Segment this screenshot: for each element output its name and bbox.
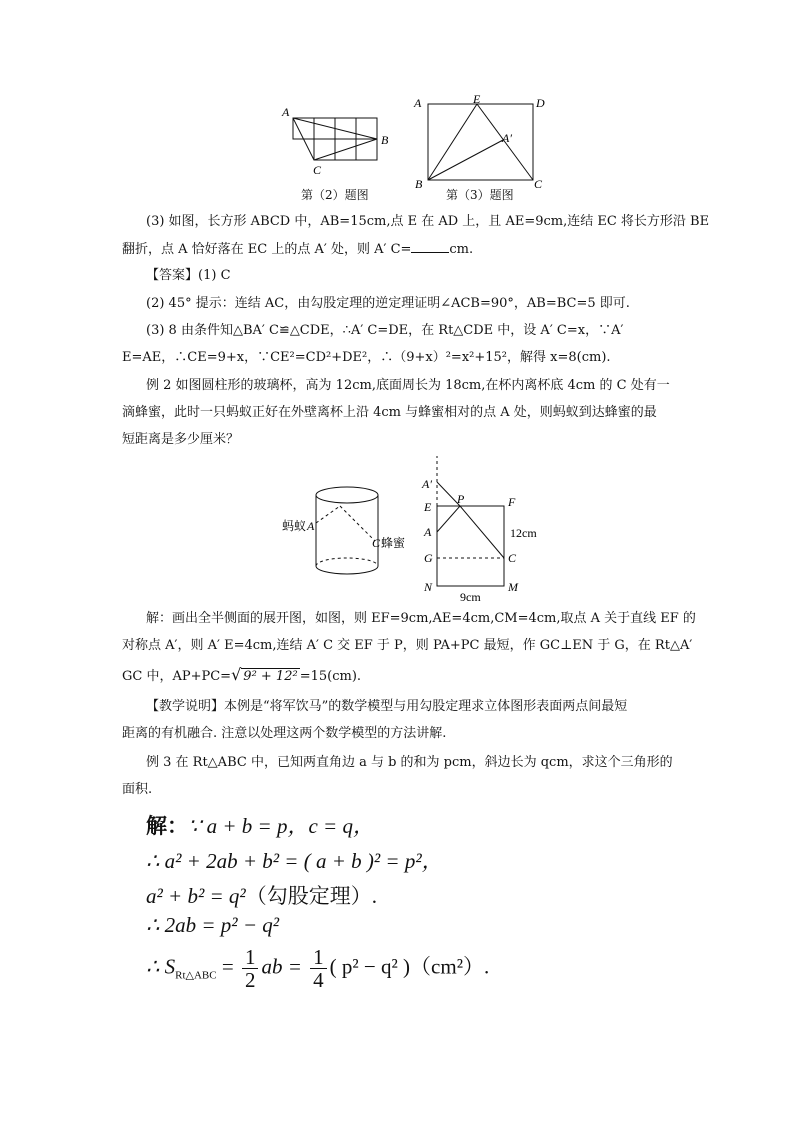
unfold-label-a: A	[424, 525, 432, 539]
cylinder-honey-label: 蜂蜜	[381, 536, 406, 550]
unfold-width: 9cm	[460, 590, 481, 604]
cylinder-label-c: C	[372, 536, 381, 550]
answer-3-line-1: (3) 8 由条件知△BA′ C≌△CDE，∴A′ C=DE，在 Rt△CDE 中，设 A′ C=x，∵A′	[146, 323, 624, 338]
figure-q3-caption: 第（3）题图	[446, 188, 514, 202]
example-2-line-3: 短距离是多少厘米？	[122, 432, 240, 447]
teaching-line-1	[146, 698, 627, 716]
solution-line-3-text: GC 中，AP+PC=	[122, 669, 232, 684]
example-2-line-1: 例 2 如图圆柱形的玻璃杯，高为 12cm,底面周长为 18cm,在杯内离杯底 4cm 的 C 处有一	[146, 378, 670, 393]
teaching-text-1: 本例是“将军饮马”的数学模型与用勾股定理求立体图形表面两点间最短	[224, 699, 628, 714]
math-line-4: ∴ 2ab = p² − q²	[146, 913, 280, 937]
unfold-label-n: N	[424, 580, 433, 594]
fraction-one-quarter	[310, 946, 327, 991]
unfold-height: 12cm	[510, 526, 537, 540]
figure-q2-caption: 第（2）题图	[301, 188, 369, 202]
cylinder-label-a: A	[307, 519, 315, 533]
sqrt-radicand: 9² + 12²	[243, 669, 298, 684]
q3-label-aprime: A′	[502, 131, 512, 145]
answer-2: (2) 45° 提示：连结 AC，由勾股定理的逆定理证明∠ACB=90°，AB=BC=5 即可.	[146, 296, 630, 311]
solution-line-1: 解：画出全半侧面的展开图，如图，则 EF=9cm,AE=4cm,CM=4cm,取点 A 关于直线 EF 的	[146, 611, 696, 626]
unfold-label-m: M	[508, 580, 518, 594]
math-solution-head: 解：	[146, 814, 188, 838]
teaching-line-2: 距离的有机融合. 注意以处理这两个数学模型的方法讲解.	[122, 726, 447, 741]
q2-label-b: B	[381, 133, 389, 147]
q3-line-2-unit: cm.	[449, 242, 474, 257]
teaching-heading: 【教学说明】	[146, 699, 225, 714]
cylinder-ant-label: 蚂蚁	[282, 519, 307, 533]
q3-line-2	[122, 240, 473, 259]
q3-label-d: D	[536, 96, 545, 110]
math-line-3-eq: a² + b² = q²	[146, 884, 246, 908]
unfold-label-e: E	[424, 500, 432, 514]
figure-unfold	[420, 454, 555, 604]
answer-3-line-2: E=AE，∴CE=9+x，∵CE²=CD²+DE²，∴（9+x）²=x²+15²，解得 x=8(cm).	[122, 350, 611, 365]
q3-line-2-text: 翻折，点 A 恰好落在 EC 上的点 A′ 处，则 A′ C=	[122, 242, 412, 257]
math-line-5-eq: =	[216, 954, 239, 979]
q3-label-e: E	[473, 94, 481, 106]
math-line-5-mid: ab =	[261, 954, 308, 979]
example-3-line-2: 面积.	[122, 782, 153, 797]
fraction-2-denominator: 4	[313, 968, 324, 992]
math-line-2: ∴ a² + 2ab + b² = ( a + b )² = p²，	[146, 849, 443, 873]
fraction-1-denominator: 2	[244, 968, 256, 992]
answer-1: (1) C	[198, 268, 231, 283]
example-3-line-1: 例 3 在 Rt△ABC 中，已知两直角边 a 与 b 的和为 pcm，斜边长为 qcm，求这个三角形的	[146, 755, 673, 770]
q2-label-c: C	[313, 163, 322, 177]
q3-line-1: (3) 如图，长方形 ABCD 中，AB=15cm,点 E 在 AD 上，且 AE=9cm,连结 EC 将长方形沿 BE	[146, 214, 710, 229]
math-line-1-body: ∵ a + b = p，c = q，	[188, 814, 374, 838]
math-line-5-sub: Rt△ABC	[175, 969, 217, 982]
math-line-5-tail: ( p² − q² )（cm²）.	[329, 954, 490, 979]
fraction-one-half	[242, 946, 259, 991]
q3-label-c: C	[534, 177, 543, 189]
q3-label-b: B	[415, 177, 423, 189]
math-line-5-pre: ∴ S	[146, 954, 176, 979]
q3-label-a: A	[414, 96, 422, 110]
solution-line-3	[122, 666, 361, 686]
unfold-label-f: F	[508, 495, 516, 509]
example-2-line-2: 滴蜂蜜，此时一只蚂蚁正好在外壁离杯上沿 4cm 与蜂蜜相对的点 A 处，则蚂蚁到达蜂蜜的最	[122, 405, 657, 420]
answer-blank	[411, 240, 449, 253]
unfold-label-g: G	[424, 551, 433, 565]
fraction-2-numerator: 1	[310, 946, 327, 969]
unfold-label-p: P	[457, 492, 465, 506]
q2-label-a: A	[282, 105, 290, 119]
math-line-5	[146, 946, 489, 991]
math-line-1	[146, 810, 374, 840]
figure-q2-grid	[280, 100, 400, 185]
answer-heading: 【答案】	[146, 268, 199, 283]
fraction-1-numerator: 1	[242, 946, 259, 969]
figure-cylinder	[280, 478, 420, 588]
solution-line-2: 对称点 A′，则 A′ E=4cm,连结 A′ C 交 EF 于 P，则 PA+PC 最短，作 GC⊥EN 于 G，在 Rt△A′	[122, 638, 693, 653]
sqrt-symbol: √	[231, 665, 242, 684]
math-line-3-note: （勾股定理）.	[245, 884, 377, 908]
figure-q3-rectangle	[410, 94, 550, 189]
solution-line-3-result: =15(cm).	[299, 669, 362, 684]
unfold-label-c: C	[508, 551, 517, 565]
unfold-label-aprime: A′	[422, 477, 432, 491]
answer-line	[146, 267, 231, 285]
math-line-3	[146, 880, 377, 910]
